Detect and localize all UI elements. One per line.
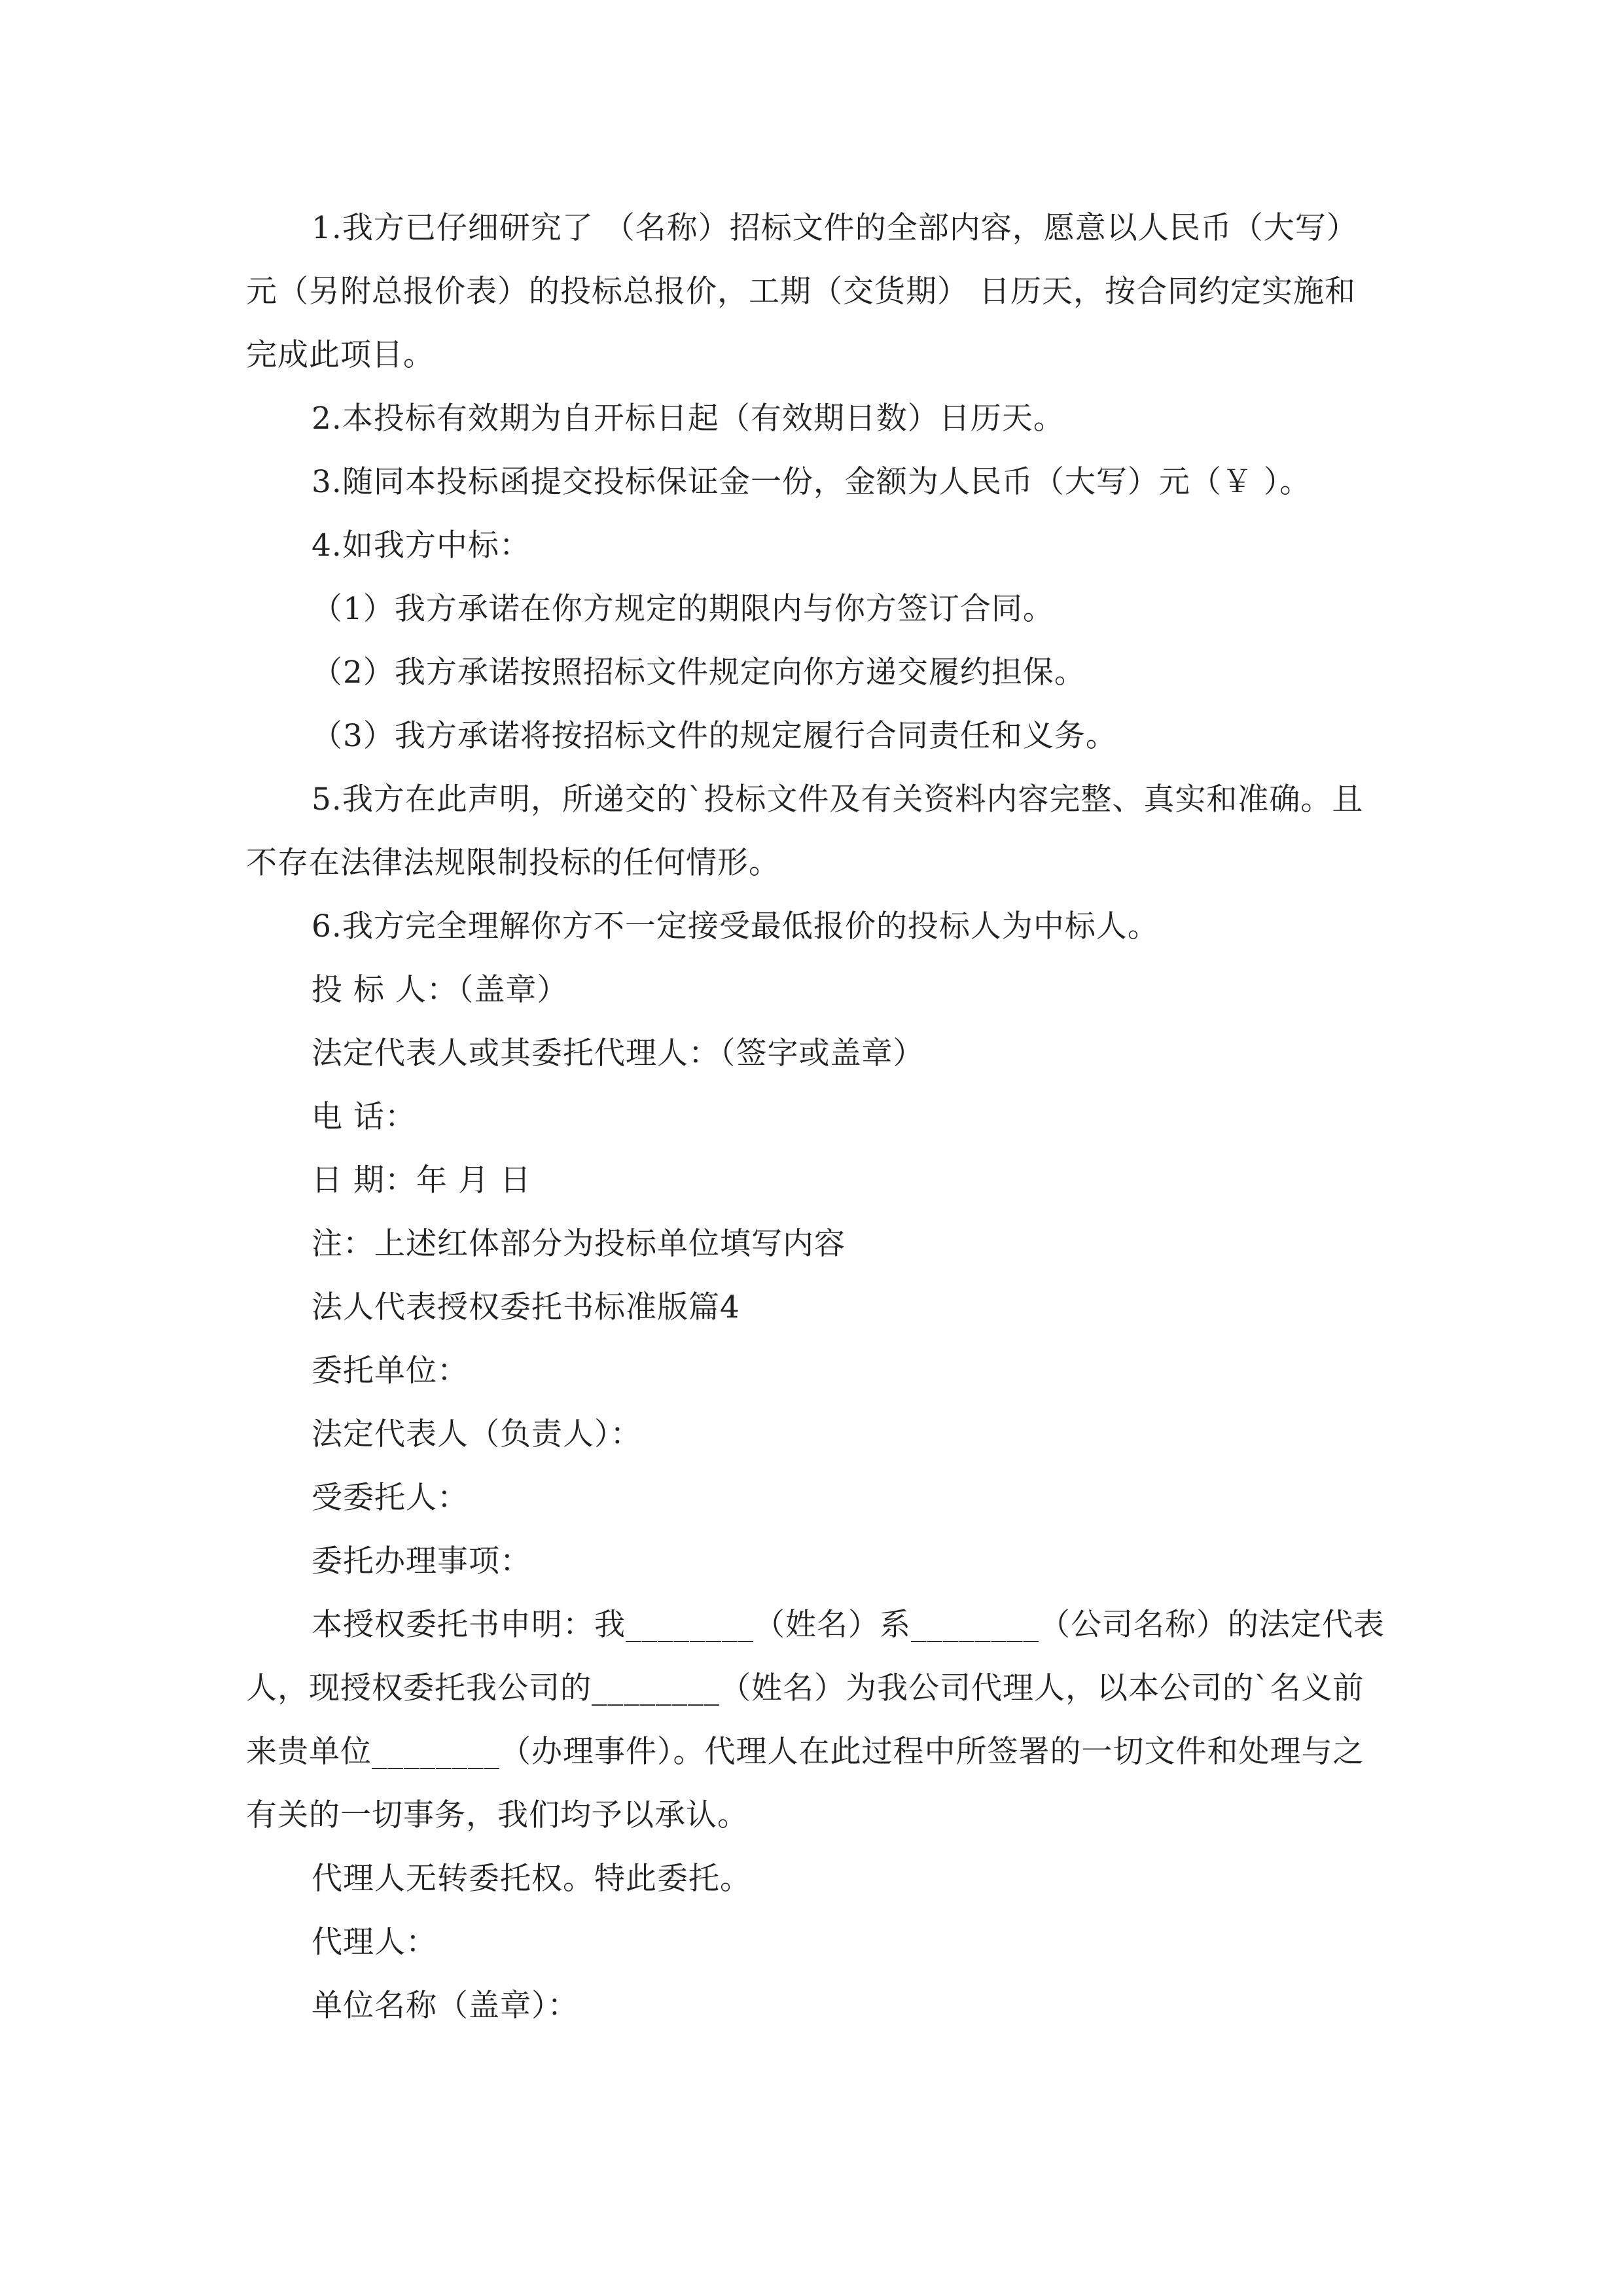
trustee-line: 受委托人： — [312, 1480, 469, 1516]
document-body — [246, 196, 1385, 2037]
matters-line: 委托办理事项： — [312, 1543, 531, 1579]
agent-line: 代理人： — [312, 1924, 437, 1960]
paragraph-item-2: 2.本投标有效期为自开标日起（有效期日数）日历天。 — [312, 401, 1065, 437]
paragraph-item-4: 4.如我方中标： — [312, 528, 531, 564]
section-title: 法人代表授权委托书标准版篇4 — [312, 1289, 740, 1325]
paragraph-item-3: 3.随同本投标函提交投标保证金一份，金额为人民币（大写）元（￥ ）。 — [312, 464, 1311, 500]
phone-line: 电 话： — [312, 1099, 416, 1135]
paragraph-item-1: 1.我方已仔细研究了 （名称）招标文件的全部内容，愿意以人民币（大写）元（另附总报价表）的投标总报价，工期（交货期） 日历天，按合同约定实施和完成此项目。 — [246, 210, 1358, 373]
paragraph-item-6: 6.我方完全理解你方不一定接受最低报价的投标人为中标人。 — [312, 908, 1159, 944]
legal-rep-line: 法定代表人或其委托代理人：（签字或盖章） — [312, 1035, 925, 1071]
paragraph-item-5: 5.我方在此声明，所递交的`投标文件及有关资料内容完整、真实和准确。且不存在法律法规限制投标的任何情形。 — [246, 781, 1364, 881]
no-sub-delegation-line: 代理人无转委托权。特此委托。 — [312, 1861, 751, 1897]
subitem-3: （3）我方承诺将按招标文件的规定履行合同责任和义务。 — [312, 718, 1117, 754]
entrusting-unit-line: 委托单位： — [312, 1353, 469, 1389]
date-line: 日 期：年 月 日 — [312, 1162, 531, 1198]
subitem-1: （1）我方承诺在你方规定的期限内与你方签订合同。 — [312, 591, 1054, 627]
bidder-line: 投 标 人：（盖章） — [312, 972, 569, 1008]
note-line: 注：上述红体部分为投标单位填写内容 — [312, 1226, 846, 1262]
authorization-statement: 本授权委托书申明：我________（姓名）系________（公司名称）的法定代表人，现授权委托我公司的________（姓名）为我公司代理人，以本公司的`名义前来贵单位________（办理事件）。代理人在此过程中所签署的一切文件和处理与之有关的一切事务，我们均予以承认。 — [246, 1607, 1385, 1833]
legal-representative-line: 法定代表人（负责人）： — [312, 1416, 642, 1452]
unit-name-line: 单位名称（盖章）： — [312, 1988, 579, 2024]
subitem-2: （2）我方承诺按照招标文件规定向你方递交履约担保。 — [312, 655, 1086, 691]
